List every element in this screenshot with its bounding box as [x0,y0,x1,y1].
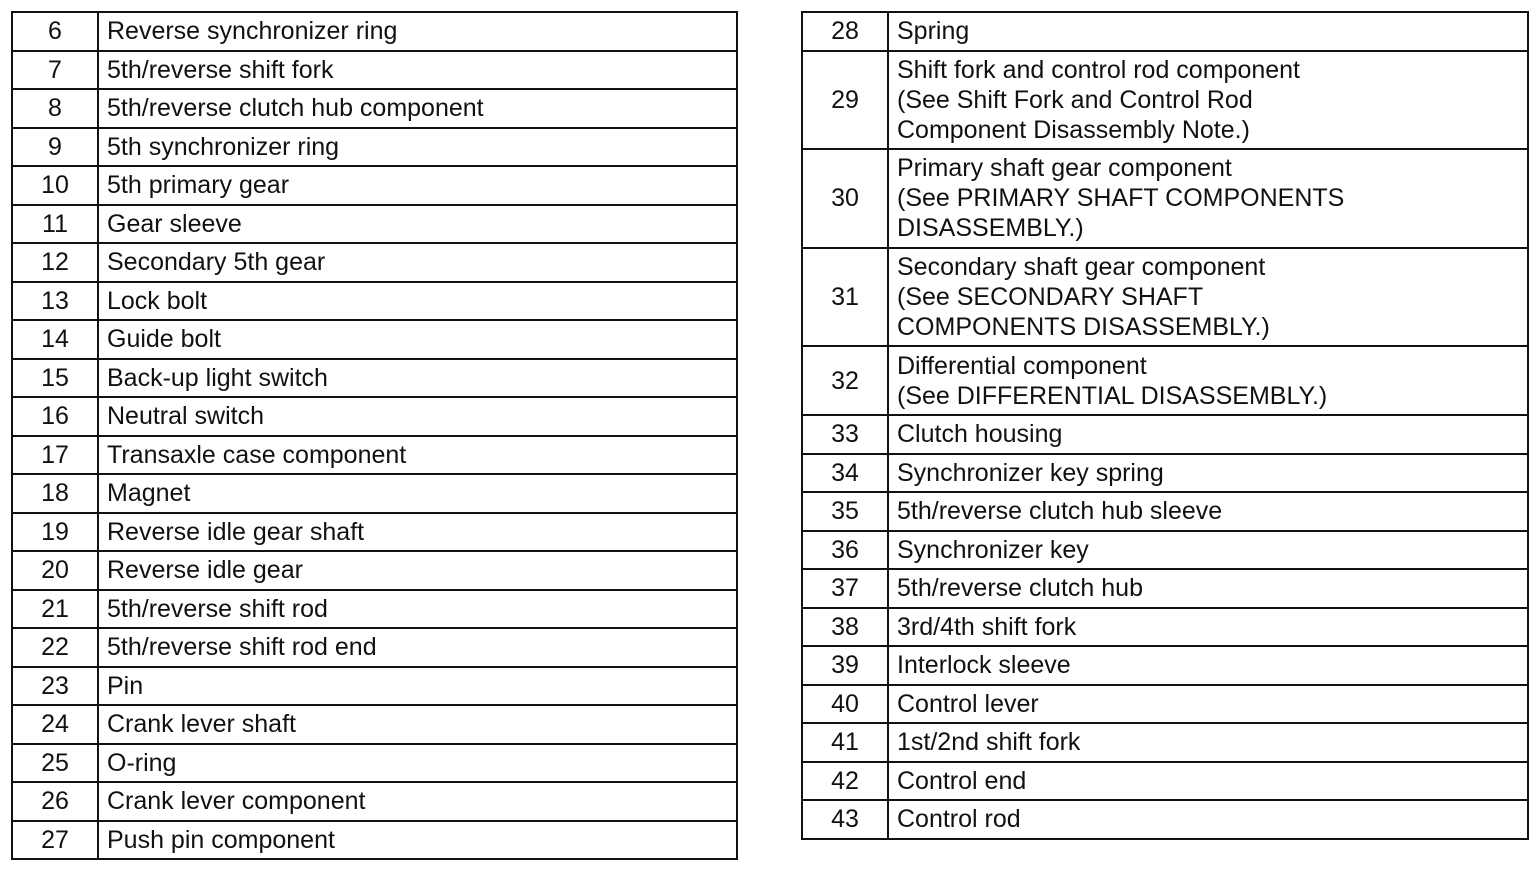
part-number: 36 [802,531,888,570]
part-description [888,685,1528,724]
part-number: 42 [802,762,888,801]
part-description-line: Shift fork and control rod component [897,55,1301,84]
part-description [98,89,737,128]
part-description-line: Magnet [107,479,191,508]
part-number: 20 [12,551,98,590]
part-description-line: Control end [897,766,1027,795]
table-row [12,51,737,90]
part-description-line: 5th synchronizer ring [107,132,340,161]
table-row [12,166,737,205]
table-row [12,474,737,513]
part-number: 43 [802,800,888,839]
part-number: 11 [12,205,98,244]
table-row [12,282,737,321]
part-description-line: 3rd/4th shift fork [897,612,1077,641]
part-number: 34 [802,454,888,493]
part-description [98,551,737,590]
table-row [802,12,1528,51]
part-description-line: Reverse idle gear [107,556,303,585]
table-row [802,762,1528,801]
table-row [802,454,1528,493]
part-description [888,800,1528,839]
part-number: 22 [12,628,98,667]
table-row [802,492,1528,531]
part-description [98,12,737,51]
part-number: 26 [12,782,98,821]
table-row [12,782,737,821]
part-description [98,513,737,552]
part-description [98,359,737,398]
part-description-line: Pin [107,671,144,700]
part-number: 41 [802,723,888,762]
table-row [12,12,737,51]
part-number: 15 [12,359,98,398]
table-row [802,51,1528,150]
part-reference-line: (See Shift Fork and Control Rod [897,85,1253,114]
part-description-line: 5th/reverse shift fork [107,55,334,84]
part-description-line: 5th/reverse shift rod [107,594,328,623]
part-description [888,149,1528,248]
part-description-line: Lock bolt [107,286,208,315]
part-description-line: Transaxle case component [107,440,407,469]
part-reference-line: DISASSEMBLY.) [897,214,1084,243]
table-row [12,243,737,282]
table-row [802,685,1528,724]
part-number: 8 [12,89,98,128]
part-description [98,166,737,205]
part-description [888,415,1528,454]
table-row [802,723,1528,762]
part-description [98,436,737,475]
part-description-line: Spring [897,17,970,46]
part-reference-line: (See SECONDARY SHAFT [897,282,1204,311]
table-row [802,646,1528,685]
part-description-line: Crank lever shaft [107,710,296,739]
part-description-line: Differential component [897,351,1147,380]
part-number: 40 [802,685,888,724]
part-description-line: Synchronizer key [897,535,1089,564]
part-number: 14 [12,320,98,359]
part-number: 39 [802,646,888,685]
table-row [12,513,737,552]
part-description-line: Push pin component [107,825,335,854]
part-reference-line: Component Disassembly Note.) [897,115,1250,144]
parts-table-left [11,11,738,860]
part-description [98,821,737,860]
part-number: 37 [802,569,888,608]
part-number: 27 [12,821,98,860]
part-reference-line: (See PRIMARY SHAFT COMPONENTS [897,184,1345,213]
part-number: 25 [12,744,98,783]
part-description [888,531,1528,570]
part-description-line: Guide bolt [107,325,221,354]
part-description [98,667,737,706]
part-number: 9 [12,128,98,167]
part-description [98,205,737,244]
table-row [12,705,737,744]
table-row [12,436,737,475]
part-description-line: Reverse idle gear shaft [107,517,365,546]
table-row [802,569,1528,608]
part-number: 21 [12,590,98,629]
part-number: 24 [12,705,98,744]
part-description-line: Control lever [897,689,1039,718]
part-number: 23 [12,667,98,706]
part-description-line: 5th/reverse clutch hub component [107,94,484,123]
table-row [12,590,737,629]
part-description-line: Secondary 5th gear [107,248,326,277]
part-description-line: 1st/2nd shift fork [897,728,1081,757]
part-description [98,474,737,513]
part-description [98,51,737,90]
part-description [98,744,737,783]
part-description [888,723,1528,762]
part-description [888,762,1528,801]
part-number: 6 [12,12,98,51]
table-row [802,531,1528,570]
part-description-line: Crank lever component [107,787,366,816]
part-description [888,454,1528,493]
part-description-line: Synchronizer key spring [897,458,1164,487]
table-row [12,397,737,436]
table-row [12,821,737,860]
part-description [98,628,737,667]
part-number: 10 [12,166,98,205]
part-number: 29 [802,51,888,150]
part-description-line: Primary shaft gear component [897,154,1232,183]
part-number: 7 [12,51,98,90]
part-number: 28 [802,12,888,51]
part-description [98,243,737,282]
part-number: 19 [12,513,98,552]
part-description [98,397,737,436]
part-description-line: Clutch housing [897,420,1063,449]
part-description [888,608,1528,647]
table-row [802,415,1528,454]
part-description-line: Control rod [897,805,1021,834]
part-number: 16 [12,397,98,436]
table-row [802,149,1528,248]
table-row [802,248,1528,347]
part-description-line: 5th/reverse clutch hub [897,574,1143,603]
table-row [12,320,737,359]
parts-table-right [801,11,1529,840]
table-row [802,800,1528,839]
part-description [888,248,1528,347]
part-number: 30 [802,149,888,248]
part-reference-line: COMPONENTS DISASSEMBLY.) [897,312,1270,341]
part-description [98,782,737,821]
part-description [888,51,1528,150]
table-row [12,744,737,783]
part-description [98,282,737,321]
part-description [888,492,1528,531]
table-row [12,628,737,667]
part-number: 35 [802,492,888,531]
part-description [888,646,1528,685]
table-row [12,205,737,244]
part-description [98,128,737,167]
table-row [12,551,737,590]
part-description-line: Reverse synchronizer ring [107,17,398,46]
part-reference-line: (See DIFFERENTIAL DISASSEMBLY.) [897,381,1328,410]
table-row [12,128,737,167]
part-number: 33 [802,415,888,454]
table-row [802,346,1528,415]
part-description-line: Back-up light switch [107,363,328,392]
table-row [12,667,737,706]
part-description [98,705,737,744]
part-description [888,569,1528,608]
part-number: 12 [12,243,98,282]
part-description-line: Interlock sleeve [897,651,1071,680]
part-number: 32 [802,346,888,415]
part-number: 13 [12,282,98,321]
part-description [98,590,737,629]
part-description-line: 5th/reverse clutch hub sleeve [897,497,1223,526]
table-row [12,359,737,398]
part-number: 38 [802,608,888,647]
part-number: 18 [12,474,98,513]
part-number: 31 [802,248,888,347]
part-description [888,346,1528,415]
part-description-line: 5th/reverse shift rod end [107,633,377,662]
part-description-line: O-ring [107,748,177,777]
part-description-line: Gear sleeve [107,209,242,238]
part-description [888,12,1528,51]
part-description [98,320,737,359]
part-description-line: Neutral switch [107,402,264,431]
part-description-line: Secondary shaft gear component [897,252,1266,281]
part-description-line: 5th primary gear [107,171,290,200]
table-row [12,89,737,128]
table-row [802,608,1528,647]
part-number: 17 [12,436,98,475]
